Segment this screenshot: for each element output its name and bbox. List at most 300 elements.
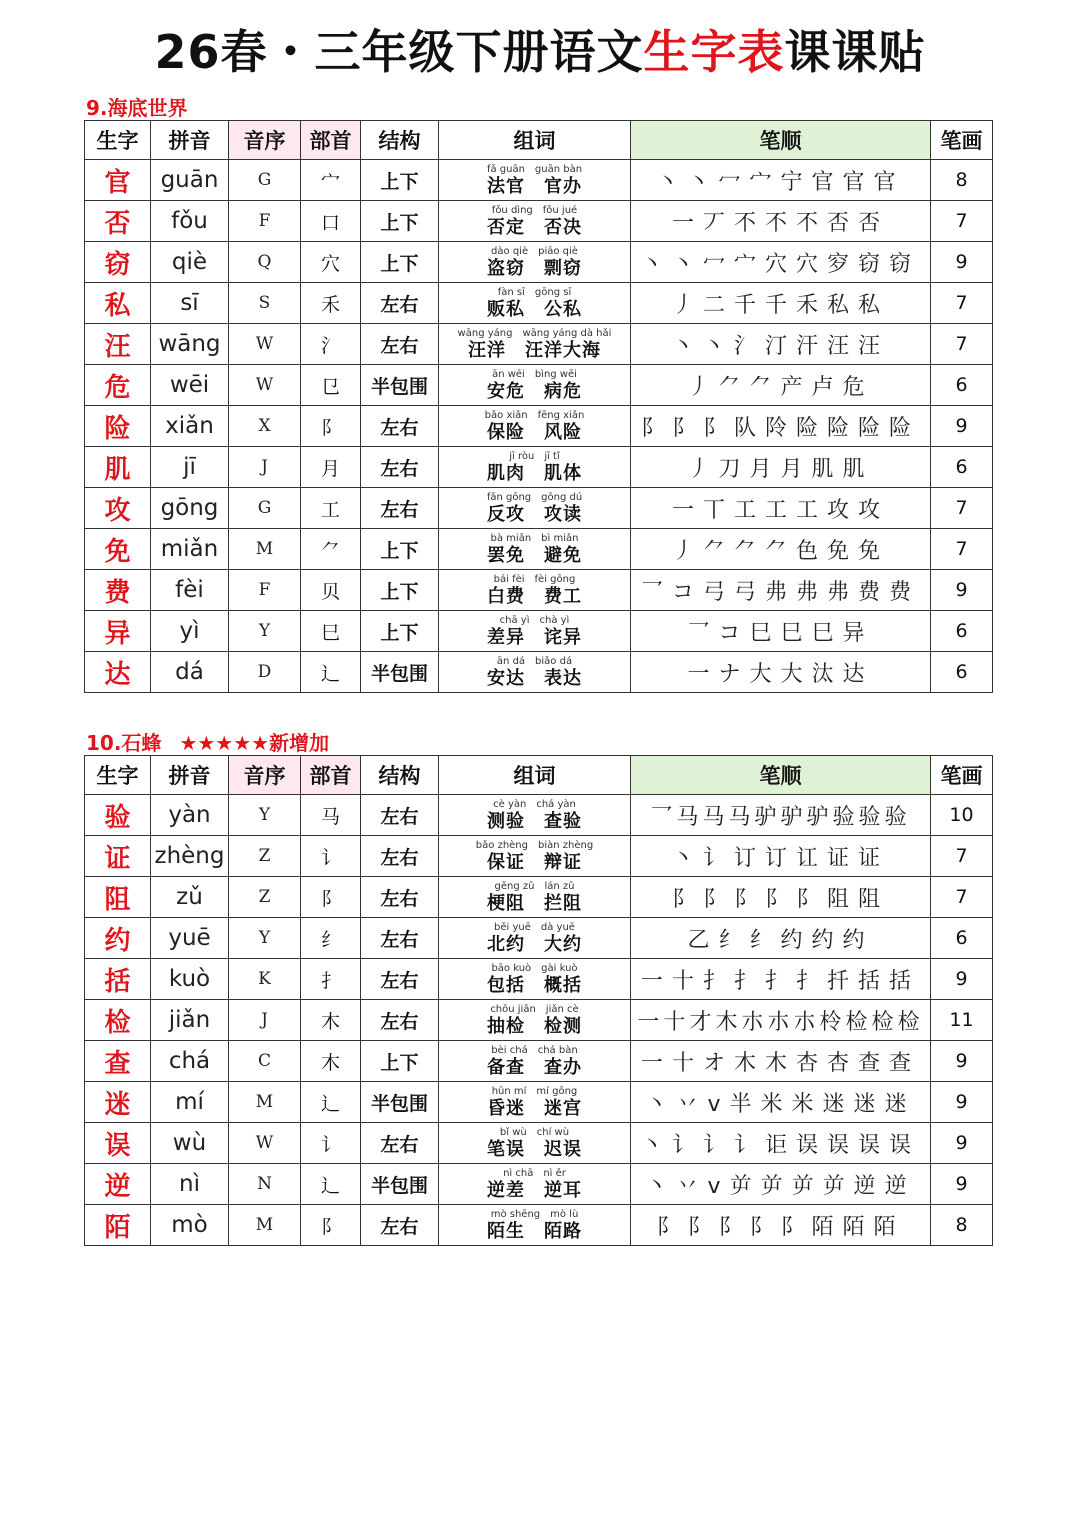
stroke-step: 不 [764, 210, 796, 236]
table-row [85, 406, 993, 447]
header-char: 生字 [85, 756, 151, 795]
words-text: 陌生 陌路 [487, 1220, 582, 1242]
radical-cell: 贝 [301, 570, 361, 611]
lesson-title: 10.石蜂 [86, 731, 162, 755]
radical-cell: 木 [301, 1000, 361, 1041]
structure-cell: 上下 [361, 201, 439, 242]
stroke-step: 证 [858, 845, 890, 871]
stroke-step: 一 [671, 210, 703, 236]
strokes-cell [631, 201, 931, 242]
header-order: 音序 [229, 121, 301, 160]
stroke-step: 险 [858, 415, 890, 441]
strokes-cell [631, 959, 931, 1000]
table-row [85, 1205, 993, 1246]
table-row [85, 1123, 993, 1164]
stroke-step: 误 [827, 1132, 859, 1158]
stroke-step: 险 [796, 415, 828, 441]
stroke-step: コ [718, 620, 750, 646]
stroke-step: 检 [897, 1009, 924, 1035]
stroke-step: オ [702, 1050, 734, 1076]
stroke-step: 巳 [811, 620, 843, 646]
radical-cell: 木 [301, 1041, 361, 1082]
stroke-step: 扌 [733, 968, 765, 994]
stroke-step: ⅴ [707, 1091, 730, 1117]
structure-cell: 上下 [361, 1041, 439, 1082]
stroke-count-cell: 6 [931, 365, 993, 406]
header-count: 笔画 [931, 121, 993, 160]
char-cell: 约 [85, 918, 151, 959]
strokes-cell [631, 447, 931, 488]
strokes-cell [631, 570, 931, 611]
stroke-count-cell: 7 [931, 836, 993, 877]
char-cell: 窃 [85, 242, 151, 283]
words-pinyin: bǎo zhèng biàn zhèng [475, 839, 594, 851]
radical-cell: 辶 [301, 1082, 361, 1123]
pinyin-cell: mí [151, 1082, 229, 1123]
structure-cell: 左右 [361, 1123, 439, 1164]
order-cell: X [229, 406, 301, 447]
stroke-step: 弗 [796, 579, 828, 605]
stroke-step: 丶 [645, 1091, 677, 1117]
pinyin-cell: wēi [151, 365, 229, 406]
words-text: 肌肉 肌体 [487, 462, 582, 484]
stroke-step: 禾 [796, 292, 828, 318]
stroke-step: 险 [889, 415, 921, 441]
stroke-step: 阝 [764, 886, 796, 912]
stroke-step: 二 [702, 292, 734, 318]
stroke-step: 查 [889, 1050, 921, 1076]
order-cell: F [229, 570, 301, 611]
order-cell: G [229, 160, 301, 201]
radical-cell: 禾 [301, 283, 361, 324]
stroke-step: 宁 [780, 169, 812, 195]
lesson-9-label [86, 92, 188, 121]
table-row [85, 283, 993, 324]
words-cell [439, 242, 631, 283]
table-row [85, 959, 993, 1000]
stroke-step: 陌 [842, 1214, 874, 1240]
stroke-step: 扌 [796, 968, 828, 994]
stroke-step: ⺈ [702, 538, 734, 564]
stroke-step: 迷 [822, 1091, 854, 1117]
pinyin-cell: yuē [151, 918, 229, 959]
stroke-step: 检 [871, 1009, 898, 1035]
stroke-step: 大 [780, 661, 812, 687]
stroke-step: 肌 [842, 456, 874, 482]
page-title [0, 22, 1080, 82]
strokes-cell [631, 1041, 931, 1082]
stroke-step: 驴 [754, 804, 781, 830]
order-cell: M [229, 529, 301, 570]
stroke-step: ⺈ [733, 538, 765, 564]
stroke-step: 误 [858, 1132, 890, 1158]
words-text: 测验 查验 [487, 810, 582, 832]
header-char: 生字 [85, 121, 151, 160]
words-pinyin: fǎ guān guān bàn [486, 163, 583, 175]
structure-cell: 左右 [361, 836, 439, 877]
stroke-step: 冖 [718, 169, 750, 195]
pinyin-cell: guān [151, 160, 229, 201]
header-structure: 结构 [361, 756, 439, 795]
words-text: 安危 病危 [487, 380, 582, 402]
table-row [85, 160, 993, 201]
stroke-step: 丶 [671, 251, 703, 277]
words-cell [439, 201, 631, 242]
stroke-step: 木 [715, 1009, 742, 1035]
char-cell: 否 [85, 201, 151, 242]
order-cell: W [229, 324, 301, 365]
words-text: 保证 辩证 [487, 851, 582, 873]
words-text: 贩私 公私 [487, 298, 582, 320]
stroke-step: 丶 [640, 251, 672, 277]
strokes-cell [631, 836, 931, 877]
stroke-step: 弓 [733, 579, 765, 605]
words-text: 罢免 避免 [487, 544, 582, 566]
stroke-step: 马 [676, 804, 703, 830]
words-pinyin: jī ròu jī tǐ [509, 450, 560, 462]
stroke-step: 屰 [791, 1173, 823, 1199]
words-pinyin: bái fèi fèi gōng [493, 573, 576, 585]
stroke-step: 大 [749, 661, 781, 687]
words-cell [439, 529, 631, 570]
stroke-step: 检 [845, 1009, 872, 1035]
radical-cell: 讠 [301, 836, 361, 877]
table-row [85, 447, 993, 488]
stroke-step: 讠 [702, 1132, 734, 1158]
stroke-step: 验 [858, 804, 885, 830]
header-count: 笔画 [931, 756, 993, 795]
radical-cell: ⺈ [301, 529, 361, 570]
radical-cell: 口 [301, 201, 361, 242]
radical-cell: 讠 [301, 1123, 361, 1164]
stroke-step: 屰 [729, 1173, 761, 1199]
char-cell: 汪 [85, 324, 151, 365]
stroke-step: コ [671, 579, 703, 605]
stroke-step: 木 [764, 1050, 796, 1076]
strokes-cell [631, 877, 931, 918]
table-row [85, 488, 993, 529]
stroke-step: 讠 [702, 845, 734, 871]
words-cell [439, 283, 631, 324]
table-row [85, 324, 993, 365]
words-pinyin: fǎn gōng gōng dú [486, 491, 583, 503]
pinyin-cell: sī [151, 283, 229, 324]
words-cell [439, 918, 631, 959]
words-pinyin: bèi chá chá bàn [491, 1044, 578, 1056]
structure-cell: 上下 [361, 529, 439, 570]
stroke-step: ナ [718, 661, 750, 687]
words-pinyin: cè yàn chá yàn [493, 798, 576, 810]
stroke-step: 陌 [873, 1214, 905, 1240]
char-cell: 括 [85, 959, 151, 1000]
stroke-step: 官 [842, 169, 874, 195]
pinyin-cell: yì [151, 611, 229, 652]
order-cell: M [229, 1082, 301, 1123]
radical-cell: 工 [301, 488, 361, 529]
stroke-count-cell: 6 [931, 652, 993, 693]
pinyin-cell: gōng [151, 488, 229, 529]
stroke-step: 丿 [687, 374, 719, 400]
words-pinyin: chā yì chà yì [499, 614, 570, 626]
order-cell: F [229, 201, 301, 242]
stroke-count-cell: 9 [931, 1041, 993, 1082]
radical-cell: 阝 [301, 1205, 361, 1246]
words-text: 逆差 逆耳 [487, 1179, 582, 1201]
stroke-count-cell: 6 [931, 447, 993, 488]
stroke-step: 丶 [645, 1173, 677, 1199]
stroke-step: 丶 [640, 1132, 672, 1158]
title-part-2: 生字表 [643, 25, 785, 79]
table-row [85, 836, 993, 877]
stroke-step: 屰 [760, 1173, 792, 1199]
table-row [85, 1164, 993, 1205]
words-cell [439, 959, 631, 1000]
stroke-step: 约 [780, 927, 812, 953]
radical-cell: 氵 [301, 324, 361, 365]
stroke-step: 陌 [811, 1214, 843, 1240]
stroke-step: 订 [764, 845, 796, 871]
structure-cell: 左右 [361, 406, 439, 447]
stroke-step: 汗 [796, 333, 828, 359]
structure-cell: 左右 [361, 324, 439, 365]
stroke-step: 才 [689, 1009, 716, 1035]
stroke-step: 费 [889, 579, 921, 605]
stroke-step: 验 [832, 804, 859, 830]
words-cell [439, 1041, 631, 1082]
pinyin-cell: jī [151, 447, 229, 488]
stroke-step: 官 [811, 169, 843, 195]
char-cell: 免 [85, 529, 151, 570]
strokes-cell [631, 1205, 931, 1246]
stroke-step: 逆 [884, 1173, 916, 1199]
stroke-step: 一 [640, 1050, 672, 1076]
words-pinyin: bǐ wù chí wù [499, 1126, 570, 1138]
table-row [85, 918, 993, 959]
structure-cell: 左右 [361, 447, 439, 488]
lesson-10-label [86, 727, 329, 756]
stroke-step: 十 [663, 1009, 690, 1035]
stroke-step: 扌 [764, 968, 796, 994]
stroke-step: 一 [671, 497, 703, 523]
lesson-title: 9.海底世界 [86, 96, 188, 120]
order-cell: J [229, 1000, 301, 1041]
header-words: 组词 [439, 121, 631, 160]
stroke-step: 括 [889, 968, 921, 994]
stroke-step: 窃 [858, 251, 890, 277]
char-cell: 官 [85, 160, 151, 201]
radical-cell: 纟 [301, 918, 361, 959]
stroke-step: 半 [729, 1091, 761, 1117]
stroke-step: 刀 [718, 456, 750, 482]
words-text: 安达 表达 [487, 667, 582, 689]
words-cell [439, 1205, 631, 1246]
stroke-step: 工 [764, 497, 796, 523]
strokes-cell [631, 611, 931, 652]
order-cell: Y [229, 795, 301, 836]
stroke-step: 驴 [780, 804, 807, 830]
stroke-step: 乛 [687, 620, 719, 646]
order-cell: D [229, 652, 301, 693]
words-cell [439, 488, 631, 529]
stroke-step: 阝 [733, 886, 765, 912]
title-part-3: 课课贴 [784, 25, 926, 79]
stroke-step: 窃 [889, 251, 921, 277]
stroke-count-cell: 7 [931, 877, 993, 918]
pinyin-cell: wù [151, 1123, 229, 1164]
stroke-step: 木 [733, 1050, 765, 1076]
words-pinyin: mò shēng mò lù [490, 1208, 579, 1220]
stroke-step: 私 [827, 292, 859, 318]
strokes-cell [631, 324, 931, 365]
pinyin-cell: fǒu [151, 201, 229, 242]
stroke-step: 否 [858, 210, 890, 236]
stroke-count-cell: 9 [931, 1082, 993, 1123]
stroke-count-cell: 9 [931, 406, 993, 447]
words-pinyin: fàn sī gōng sī [497, 286, 572, 298]
pinyin-cell: wāng [151, 324, 229, 365]
stroke-step: 阝 [671, 415, 703, 441]
stroke-step: 朩 [793, 1009, 820, 1035]
header-strokes: 笔顺 [631, 121, 931, 160]
words-text: 汪洋 汪洋大海 [468, 339, 601, 361]
order-cell: Y [229, 918, 301, 959]
structure-cell: 左右 [361, 1000, 439, 1041]
char-cell: 迷 [85, 1082, 151, 1123]
table-row [85, 1041, 993, 1082]
stroke-step: ⺈ [749, 374, 781, 400]
stroke-step: 杏 [796, 1050, 828, 1076]
stroke-step: 阝 [671, 886, 703, 912]
lesson-note: ★★★★★新增加 [179, 731, 330, 755]
table-header-row [85, 756, 993, 795]
words-cell [439, 447, 631, 488]
structure-cell: 左右 [361, 877, 439, 918]
stroke-step: ⺈ [718, 374, 750, 400]
stroke-count-cell: 7 [931, 324, 993, 365]
stroke-step: 丷 [676, 1091, 708, 1117]
stroke-step: 月 [749, 456, 781, 482]
radical-cell: 宀 [301, 160, 361, 201]
header-radical: 部首 [301, 756, 361, 795]
table-row [85, 877, 993, 918]
stroke-count-cell: 9 [931, 1123, 993, 1164]
words-pinyin: nì chā nì ěr [503, 1167, 566, 1179]
words-cell [439, 652, 631, 693]
table-row [85, 365, 993, 406]
words-text: 法官 官办 [487, 175, 582, 197]
pinyin-cell: miǎn [151, 529, 229, 570]
stroke-step: 穴 [764, 251, 796, 277]
stroke-step: 丅 [702, 497, 734, 523]
header-pinyin: 拼音 [151, 121, 229, 160]
stroke-step: 穸 [827, 251, 859, 277]
words-cell [439, 1164, 631, 1205]
stroke-step: 讵 [764, 1132, 796, 1158]
char-cell: 攻 [85, 488, 151, 529]
words-cell [439, 836, 631, 877]
char-cell: 检 [85, 1000, 151, 1041]
words-text: 盗窃 剽窃 [487, 257, 582, 279]
strokes-cell [631, 242, 931, 283]
stroke-step: 查 [858, 1050, 890, 1076]
strokes-cell [631, 652, 931, 693]
header-pinyin: 拼音 [151, 756, 229, 795]
strokes-cell [631, 1164, 931, 1205]
words-cell [439, 570, 631, 611]
strokes-cell [631, 488, 931, 529]
strokes-cell [631, 406, 931, 447]
stroke-step: 宀 [733, 251, 765, 277]
words-pinyin: chōu jiǎn jiǎn cè [490, 1003, 579, 1015]
stroke-step: 米 [791, 1091, 823, 1117]
stroke-step: 弓 [702, 579, 734, 605]
stroke-step: 误 [889, 1132, 921, 1158]
strokes-cell [631, 795, 931, 836]
structure-cell: 上下 [361, 160, 439, 201]
stroke-step: 阝 [718, 1214, 750, 1240]
words-pinyin: wāng yáng wāng yáng dà hǎi [457, 327, 612, 339]
pinyin-cell: yàn [151, 795, 229, 836]
words-cell [439, 1000, 631, 1041]
radical-cell: 㔾 [301, 365, 361, 406]
char-cell: 异 [85, 611, 151, 652]
pinyin-cell: nì [151, 1164, 229, 1205]
stroke-count-cell: 7 [931, 529, 993, 570]
char-cell: 验 [85, 795, 151, 836]
order-cell: S [229, 283, 301, 324]
radical-cell: 扌 [301, 959, 361, 1000]
words-cell [439, 877, 631, 918]
structure-cell: 左右 [361, 283, 439, 324]
stroke-step: 迷 [884, 1091, 916, 1117]
words-cell [439, 1123, 631, 1164]
stroke-step: 验 [884, 804, 911, 830]
words-cell [439, 324, 631, 365]
header-strokes: 笔顺 [631, 756, 931, 795]
words-cell [439, 365, 631, 406]
words-text: 否定 否决 [487, 216, 582, 238]
char-cell: 险 [85, 406, 151, 447]
pinyin-cell: kuò [151, 959, 229, 1000]
words-text: 备查 查办 [487, 1056, 582, 1078]
stroke-count-cell: 7 [931, 283, 993, 324]
header-structure: 结构 [361, 121, 439, 160]
stroke-step: 一 [640, 968, 672, 994]
words-text: 梗阻 拦阻 [487, 892, 582, 914]
strokes-cell [631, 365, 931, 406]
stroke-step: 阝 [780, 1214, 812, 1240]
stroke-step: 十 [671, 968, 703, 994]
stroke-step: 朩 [767, 1009, 794, 1035]
structure-cell: 半包围 [361, 365, 439, 406]
stroke-step: 工 [796, 497, 828, 523]
char-cell: 达 [85, 652, 151, 693]
stroke-step: 讠 [733, 1132, 765, 1158]
strokes-cell [631, 1123, 931, 1164]
stroke-step: 汪 [858, 333, 890, 359]
stroke-count-cell: 10 [931, 795, 993, 836]
order-cell: M [229, 1205, 301, 1246]
order-cell: N [229, 1164, 301, 1205]
structure-cell: 半包围 [361, 1164, 439, 1205]
stroke-step: 免 [827, 538, 859, 564]
stroke-step: 阻 [858, 886, 890, 912]
stroke-step: 马 [728, 804, 755, 830]
stroke-step: 不 [733, 210, 765, 236]
words-text: 白费 费工 [487, 585, 582, 607]
structure-cell: 半包围 [361, 652, 439, 693]
pinyin-cell: chá [151, 1041, 229, 1082]
